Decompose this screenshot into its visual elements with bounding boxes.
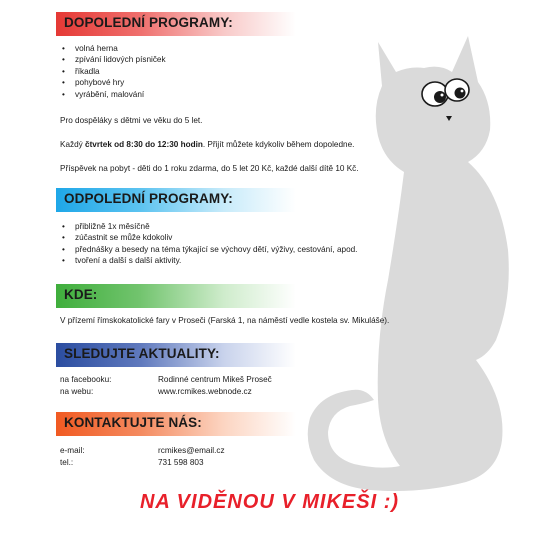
address: V přízemí římskokatolické fary v Proseči (Farská 1, na náměstí vedle kostela sv. Mikuláše). bbox=[60, 316, 390, 325]
morning-heading-bar bbox=[56, 12, 296, 36]
time-note bbox=[60, 140, 354, 149]
facebook-value[interactable]: Rodinné centrum Mikeš Proseč bbox=[158, 375, 272, 384]
contact-heading: KONTAKTUJTE NÁS: bbox=[64, 415, 202, 430]
news-heading-bar bbox=[56, 343, 296, 367]
list-item: • zpívání lidových písniček bbox=[60, 54, 166, 65]
where-heading: KDE: bbox=[64, 287, 98, 302]
list-item: • říkadla bbox=[60, 66, 166, 77]
contact-heading-bar bbox=[56, 412, 296, 436]
phone-label: tel.: bbox=[60, 458, 74, 467]
list-item: • tvoření a další s další aktivity. bbox=[60, 255, 357, 266]
time-prefix: Každý bbox=[60, 140, 86, 149]
fee-note: Příspěvek na pobyt - děti do 1 roku zdarma, do 5 let 20 Kč, každé další dítě 10 Kč. bbox=[60, 164, 359, 173]
morning-heading: DOPOLEDNÍ PROGRAMY: bbox=[64, 15, 233, 30]
list-item: • pohybové hry bbox=[60, 77, 166, 88]
web-label: na webu: bbox=[60, 387, 94, 396]
afternoon-heading-bar bbox=[56, 188, 296, 212]
email-link[interactable]: rcmikes@email.cz bbox=[158, 446, 225, 455]
time-suffix: . Přijít můžete kdykoliv během dopoledne. bbox=[202, 140, 355, 149]
farewell-text: NA VIDĚNOU V MIKEŠI :) bbox=[139, 491, 400, 513]
email-label: e-mail: bbox=[60, 446, 85, 455]
news-heading: SLEDUJTE AKTUALITY: bbox=[64, 346, 220, 361]
afternoon-list bbox=[60, 221, 357, 267]
phone-value: 731 598 803 bbox=[158, 458, 204, 467]
list-item: • vyrábění, malování bbox=[60, 89, 166, 100]
web-link[interactable]: www.rcmikes.webnode.cz bbox=[158, 387, 252, 396]
list-item: • volná herna bbox=[60, 43, 166, 54]
list-item: • přibližně 1x měsíčně bbox=[60, 221, 357, 232]
age-note: Pro dospěláky s dětmi ve věku do 5 let. bbox=[60, 116, 203, 125]
list-item: • přednášky a besedy na téma týkající se výchovy dětí, výživy, cestování, apod. bbox=[60, 244, 357, 255]
list-item: • zúčastnit se může kdokoliv bbox=[60, 232, 357, 243]
time-bold: čtvrtek od 8:30 do 12:30 hodin bbox=[85, 140, 203, 149]
where-heading-bar bbox=[56, 284, 296, 308]
facebook-label: na facebooku: bbox=[60, 375, 112, 384]
afternoon-heading: ODPOLEDNÍ PROGRAMY: bbox=[64, 191, 233, 206]
morning-list bbox=[60, 43, 166, 100]
